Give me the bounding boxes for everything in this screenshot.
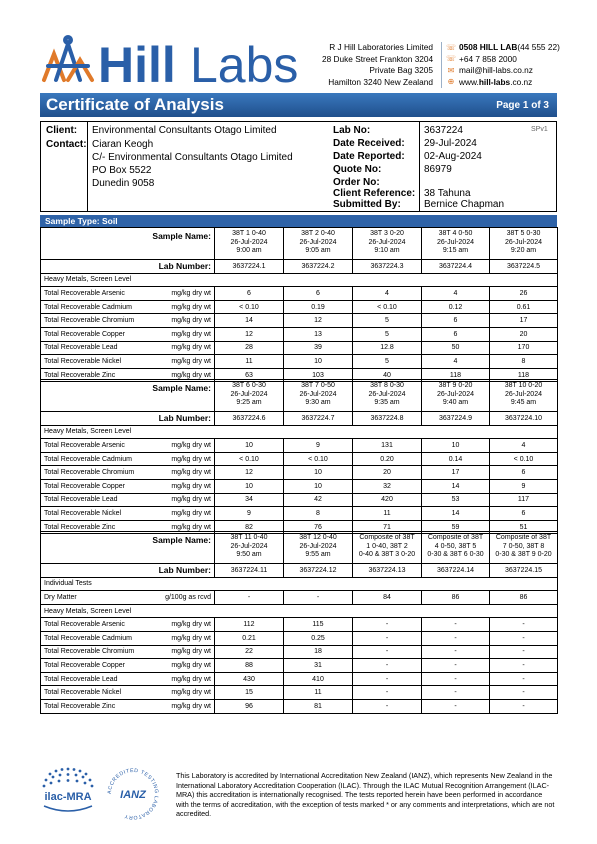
result-value: < 0.10	[353, 300, 422, 314]
table-row	[41, 452, 558, 466]
lab-number: 3637224.10	[490, 412, 558, 426]
result-value: 4	[422, 287, 490, 301]
result-value: -	[490, 699, 558, 713]
result-value: 12.8	[353, 341, 422, 355]
analyte-unit: mg/kg dry wt	[158, 300, 215, 314]
result-value: 96	[215, 699, 284, 713]
title-bar	[40, 93, 557, 117]
result-value: 71	[353, 520, 422, 534]
result-value: 0.20	[353, 452, 422, 466]
analyte-name: Total Recoverable Copper	[41, 479, 158, 493]
result-value: 10	[215, 479, 284, 493]
analyte-name: Total Recoverable Lead	[41, 341, 158, 355]
result-value: -	[490, 631, 558, 645]
table-row	[41, 327, 558, 341]
address-line: C/- Environmental Consultants Otago Limited	[92, 152, 293, 163]
hill-labs-logo	[40, 30, 300, 90]
sample-header: 38T 12 0-40 26-Jul-2024 9:55 am	[284, 532, 353, 564]
analyte-unit: mg/kg dry wt	[158, 631, 215, 645]
date-received-value: 29-Jul-2024	[424, 138, 477, 149]
analyte-unit: mg/kg dry wt	[158, 341, 215, 355]
analyte-name: Total Recoverable Nickel	[41, 507, 158, 521]
result-value: 10	[422, 439, 490, 453]
result-value: 0.19	[284, 300, 353, 314]
sample-header: Composite of 38T 1 0-40, 38T 2 0-40 & 38T 3 0-20	[353, 532, 422, 564]
result-value: 20	[353, 466, 422, 480]
date-reported-value: 02-Aug-2024	[424, 151, 482, 162]
result-value: -	[490, 659, 558, 673]
result-value: 12	[284, 314, 353, 328]
page-indicator: Page 1 of 3	[496, 99, 549, 111]
result-value: 11	[284, 686, 353, 700]
phone-secondary: +64 7 858 2000	[459, 53, 517, 64]
lab-number: 3637224.15	[490, 564, 558, 578]
result-value: -	[422, 659, 490, 673]
result-value: 12	[215, 327, 284, 341]
phone-icon: ☏	[446, 54, 457, 64]
result-value: -	[353, 672, 422, 686]
contact-value: Ciaran Keogh	[92, 139, 154, 150]
website-link[interactable]: www.hill-labs.co.nz	[459, 76, 533, 87]
analyte-name: Total Recoverable Chromium	[41, 314, 158, 328]
result-value: -	[490, 645, 558, 659]
analyte-name: Dry Matter	[41, 591, 158, 605]
result-value: -	[422, 631, 490, 645]
result-value: 118	[490, 368, 558, 382]
document-title: Certificate of Analysis	[46, 95, 224, 114]
analyte-name: Total Recoverable Chromium	[41, 645, 158, 659]
sample-header: 38T 2 0-40 26-Jul-2024 9:05 am	[284, 228, 353, 260]
result-value: 10	[284, 355, 353, 369]
analyte-unit: mg/kg dry wt	[158, 645, 215, 659]
analyte-unit: mg/kg dry wt	[158, 520, 215, 534]
sample-name-label: Sample Name:	[41, 228, 215, 260]
sample-header: 38T 7 0-50 26-Jul-2024 9:30 am	[284, 380, 353, 412]
result-value: 0.25	[284, 631, 353, 645]
result-value: 6	[490, 507, 558, 521]
result-value: -	[490, 618, 558, 632]
lab-number: 3637224.1	[215, 260, 284, 274]
result-value: 63	[215, 368, 284, 382]
order-no-label: Order No:	[333, 177, 380, 188]
table-row	[41, 479, 558, 493]
result-value: 10	[215, 439, 284, 453]
result-value: 9	[490, 479, 558, 493]
contact-label: Contact:	[46, 139, 87, 150]
result-value: -	[490, 672, 558, 686]
sample-header: 38T 4 0-50 26-Jul-2024 9:15 am	[422, 228, 490, 260]
analyte-unit: mg/kg dry wt	[158, 699, 215, 713]
table-row	[41, 466, 558, 480]
lab-number: 3637224.14	[422, 564, 490, 578]
result-value: -	[422, 645, 490, 659]
analyte-unit: mg/kg dry wt	[158, 466, 215, 480]
result-value: -	[353, 659, 422, 673]
ianz-label: IANZ	[120, 789, 146, 801]
analyte-unit: mg/kg dry wt	[158, 314, 215, 328]
analyte-unit: mg/kg dry wt	[158, 659, 215, 673]
result-value: -	[490, 686, 558, 700]
result-value: 9	[284, 439, 353, 453]
result-value: 42	[284, 493, 353, 507]
sample-name-label: Sample Name:	[41, 532, 215, 564]
lab-number-label: Lab Number:	[41, 564, 215, 578]
sample-name-label: Sample Name:	[41, 380, 215, 412]
analyte-name: Total Recoverable Arsenic	[41, 618, 158, 632]
lab-number: 3637224.8	[353, 412, 422, 426]
result-value: 14	[422, 479, 490, 493]
result-value: 22	[215, 645, 284, 659]
block-2-rows	[41, 439, 558, 534]
result-value: 59	[422, 520, 490, 534]
result-value: 112	[215, 618, 284, 632]
lab-number: 3637224.5	[490, 260, 558, 274]
lab-number: 3637224.4	[422, 260, 490, 274]
lab-number: 3637224.6	[215, 412, 284, 426]
section-heading: Individual Tests	[41, 577, 558, 591]
version-tag: SPv1	[531, 126, 548, 133]
analyte-name: Total Recoverable Nickel	[41, 686, 158, 700]
result-value: 88	[215, 659, 284, 673]
quote-no-label: Quote No:	[333, 164, 382, 175]
lab-number: 3637224.7	[284, 412, 353, 426]
table-row	[41, 493, 558, 507]
globe-icon: ⊕	[447, 77, 455, 87]
sample-header: 38T 3 0-20 26-Jul-2024 9:10 am	[353, 228, 422, 260]
divider	[419, 122, 420, 211]
table-row	[41, 300, 558, 314]
lab-no-value: 3637224	[424, 125, 463, 136]
result-value: -	[422, 686, 490, 700]
accreditation-statement: This Laboratory is accredited by International Accreditation New Zealand (IANZ), which represents New Zealand in the International Laboratory Accreditation Cooperation (ILAC). Through the ILAC Mutual Recognition Arrangement (ILAC-MRA) this accreditation is internationally recognised. The tests reported herein have been performed in accordance with the terms of accreditation, with the exception of tests marked * or any comments and interpretations, which are not accredited.	[176, 771, 555, 818]
sample-header: Composite of 38T 4 0-50, 38T 5 0-30 & 38T 6 0-30	[422, 532, 490, 564]
analyte-name: Total Recoverable Nickel	[41, 355, 158, 369]
result-value: -	[284, 591, 353, 605]
analyte-name: Total Recoverable Copper	[41, 327, 158, 341]
result-value: -	[422, 618, 490, 632]
address-line: PO Box 5522	[92, 165, 152, 176]
result-value: 420	[353, 493, 422, 507]
section-heading: Heavy Metals, Screen Level	[41, 604, 558, 618]
ianz-accreditation-logo	[105, 766, 161, 822]
client-label: Client:	[46, 125, 78, 136]
result-value: 51	[490, 520, 558, 534]
company-line: Hamilton 3240 New Zealand	[328, 76, 433, 87]
result-value: 8	[284, 507, 353, 521]
result-value: 17	[490, 314, 558, 328]
analyte-unit: mg/kg dry wt	[158, 327, 215, 341]
sample-header: 38T 9 0-20 26-Jul-2024 9:40 am	[422, 380, 490, 412]
block-1-rows	[41, 287, 558, 382]
table-row	[41, 631, 558, 645]
contact-block	[441, 42, 560, 88]
brand-name-light: Labs	[190, 37, 299, 90]
result-value: 0.14	[422, 452, 490, 466]
client-value: Environmental Consultants Otago Limited	[92, 125, 277, 136]
table-row	[41, 439, 558, 453]
submitted-by-label: Submitted By:	[333, 199, 401, 210]
result-value: 430	[215, 672, 284, 686]
result-value: 10	[284, 466, 353, 480]
company-line: Private Bag 3205	[369, 65, 433, 75]
phone-primary-alt: (44 555 22)	[517, 42, 560, 52]
results-table-block-3	[40, 531, 557, 714]
result-value: -	[353, 699, 422, 713]
result-value: < 0.10	[284, 452, 353, 466]
client-reference-label: Client Reference:	[333, 188, 416, 199]
result-value: 0.21	[215, 631, 284, 645]
analyte-unit: mg/kg dry wt	[158, 493, 215, 507]
divider	[87, 122, 88, 211]
sample-header: 38T 10 0-20 26-Jul-2024 9:45 am	[490, 380, 558, 412]
ilac-label: ilac-MRA	[44, 791, 92, 803]
company-line: R J Hill Laboratories Limited	[329, 42, 433, 52]
result-value: 39	[284, 341, 353, 355]
analyte-name: Total Recoverable Chromium	[41, 466, 158, 480]
result-value: 14	[422, 507, 490, 521]
ianz-ring-text: ACCREDITED TESTING LABORATORY	[106, 767, 160, 821]
lab-number: 3637224.12	[284, 564, 353, 578]
analyte-unit: mg/kg dry wt	[158, 355, 215, 369]
analyte-name: Total Recoverable Cadmium	[41, 631, 158, 645]
result-value: 53	[422, 493, 490, 507]
result-value: 10	[284, 479, 353, 493]
analyte-name: Total Recoverable Cadmium	[41, 452, 158, 466]
sample-header: Composite of 38T 7 0-50, 38T 8 0-30 & 38T 9 0-20	[490, 532, 558, 564]
result-value: 6	[215, 287, 284, 301]
result-value: 40	[353, 368, 422, 382]
result-value: 5	[353, 327, 422, 341]
ilac-mra-logo	[40, 766, 100, 818]
result-value: < 0.10	[215, 300, 284, 314]
section-heading: Heavy Metals, Screen Level	[41, 273, 558, 287]
result-value: 15	[215, 686, 284, 700]
sample-header: 38T 6 0-30 26-Jul-2024 9:25 am	[215, 380, 284, 412]
analyte-name: Total Recoverable Arsenic	[41, 287, 158, 301]
address-line: Dunedin 9058	[92, 178, 155, 189]
analyte-unit: mg/kg dry wt	[158, 479, 215, 493]
table-row	[41, 355, 558, 369]
client-info-box	[40, 121, 557, 212]
table-row	[41, 672, 558, 686]
result-value: 11	[215, 355, 284, 369]
result-value: 4	[422, 355, 490, 369]
sample-header: 38T 8 0-30 26-Jul-2024 9:35 am	[353, 380, 422, 412]
table-row	[41, 591, 558, 605]
quote-no-value: 86979	[424, 164, 452, 175]
analyte-unit: mg/kg dry wt	[158, 686, 215, 700]
result-value: 76	[284, 520, 353, 534]
company-line: 28 Duke Street Frankton 3204	[322, 53, 434, 64]
result-value: 9	[215, 507, 284, 521]
results-table-block-1	[40, 227, 557, 382]
analyte-unit: mg/kg dry wt	[158, 507, 215, 521]
result-value: 34	[215, 493, 284, 507]
phone-primary: 0508 HILL LAB	[459, 42, 518, 52]
result-value: 31	[284, 659, 353, 673]
analyte-name: Total Recoverable Zinc	[41, 368, 158, 382]
result-value: 115	[284, 618, 353, 632]
analyte-unit: mg/kg dry wt	[158, 452, 215, 466]
result-value: -	[422, 672, 490, 686]
result-value: 18	[284, 645, 353, 659]
table-row	[41, 699, 558, 713]
results-table-block-2	[40, 379, 557, 534]
result-value: < 0.10	[215, 452, 284, 466]
result-value: 170	[490, 341, 558, 355]
analyte-name: Total Recoverable Lead	[41, 672, 158, 686]
result-value: 86	[422, 591, 490, 605]
table-row	[41, 618, 558, 632]
analyte-name: Total Recoverable Arsenic	[41, 439, 158, 453]
result-value: < 0.10	[490, 452, 558, 466]
lab-number: 3637224.11	[215, 564, 284, 578]
result-value: -	[353, 618, 422, 632]
result-value: 410	[284, 672, 353, 686]
table-row	[41, 314, 558, 328]
table-row	[41, 645, 558, 659]
analyte-unit: mg/kg dry wt	[158, 287, 215, 301]
section-heading: Heavy Metals, Screen Level	[41, 425, 558, 439]
table-row	[41, 287, 558, 301]
analyte-unit: g/100g as rcvd	[158, 591, 215, 605]
result-value: 32	[353, 479, 422, 493]
client-reference-value: 38 Tahuna	[424, 188, 471, 199]
table-row	[41, 659, 558, 673]
phone-icon: ☏	[446, 42, 457, 52]
result-value: -	[353, 686, 422, 700]
result-value: 4	[353, 287, 422, 301]
table-row	[41, 686, 558, 700]
table-row	[41, 507, 558, 521]
result-value: 103	[284, 368, 353, 382]
result-value: 8	[490, 355, 558, 369]
mail-icon: ✉	[447, 65, 455, 75]
company-address	[322, 42, 433, 88]
brand-name-bold: Hill	[98, 37, 176, 90]
result-value: 28	[215, 341, 284, 355]
analyte-name: Total Recoverable Zinc	[41, 520, 158, 534]
lab-number-label: Lab Number:	[41, 412, 215, 426]
analyte-name: Total Recoverable Zinc	[41, 699, 158, 713]
result-value: -	[353, 631, 422, 645]
result-value: -	[353, 645, 422, 659]
result-value: 17	[422, 466, 490, 480]
result-value: 117	[490, 493, 558, 507]
analyte-unit: mg/kg dry wt	[158, 439, 215, 453]
result-value: 4	[490, 439, 558, 453]
result-value: -	[215, 591, 284, 605]
analyte-name: Total Recoverable Cadmium	[41, 300, 158, 314]
lab-number: 3637224.9	[422, 412, 490, 426]
result-value: 86	[490, 591, 558, 605]
table-row	[41, 341, 558, 355]
lab-number: 3637224.2	[284, 260, 353, 274]
result-value: 6	[422, 314, 490, 328]
result-value: 50	[422, 341, 490, 355]
sample-header: 38T 11 0-40 26-Jul-2024 9:50 am	[215, 532, 284, 564]
result-value: 13	[284, 327, 353, 341]
result-value: 26	[490, 287, 558, 301]
date-received-label: Date Received:	[333, 138, 405, 149]
result-value: 0.12	[422, 300, 490, 314]
result-value: 6	[490, 466, 558, 480]
result-value: 5	[353, 355, 422, 369]
sample-header: 38T 1 0-40 26-Jul-2024 9:00 am	[215, 228, 284, 260]
analyte-name: Total Recoverable Lead	[41, 493, 158, 507]
result-value: 0.61	[490, 300, 558, 314]
analyte-unit: mg/kg dry wt	[158, 368, 215, 382]
email-link[interactable]: mail@hill-labs.co.nz	[459, 65, 533, 75]
result-value: 11	[353, 507, 422, 521]
result-value: 14	[215, 314, 284, 328]
lab-number: 3637224.3	[353, 260, 422, 274]
lab-number-label: Lab Number:	[41, 260, 215, 274]
result-value: 118	[422, 368, 490, 382]
analyte-unit: mg/kg dry wt	[158, 618, 215, 632]
block-3-rows	[41, 618, 558, 713]
result-value: 12	[215, 466, 284, 480]
result-value: 20	[490, 327, 558, 341]
sample-header: 38T 5 0-30 26-Jul-2024 9:20 am	[490, 228, 558, 260]
result-value: 84	[353, 591, 422, 605]
submitted-by-value: Bernice Chapman	[424, 199, 505, 210]
result-value: 82	[215, 520, 284, 534]
lab-number: 3637224.13	[353, 564, 422, 578]
result-value: 81	[284, 699, 353, 713]
lab-no-label: Lab No:	[333, 125, 371, 136]
date-reported-label: Date Reported:	[333, 151, 405, 162]
analyte-unit: mg/kg dry wt	[158, 672, 215, 686]
result-value: 131	[353, 439, 422, 453]
result-value: 5	[353, 314, 422, 328]
result-value: 6	[284, 287, 353, 301]
result-value: -	[422, 699, 490, 713]
analyte-name: Total Recoverable Copper	[41, 659, 158, 673]
result-value: 6	[422, 327, 490, 341]
sample-type-bar: Sample Type: Soil	[40, 215, 557, 227]
